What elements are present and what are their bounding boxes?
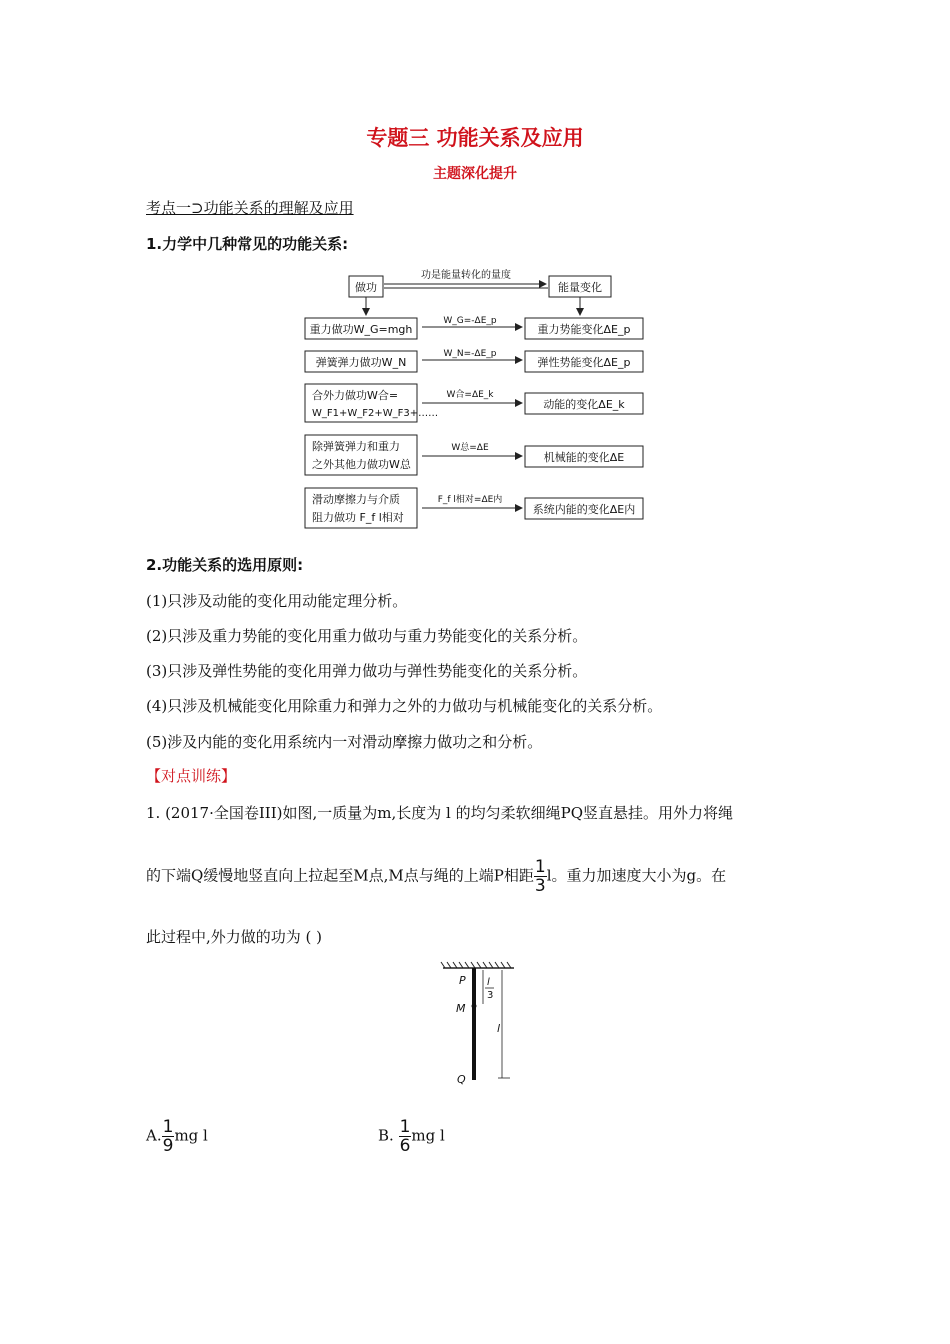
ceiling-hatch xyxy=(441,962,511,968)
rope-figure xyxy=(440,960,530,1090)
diagram-box-work-label: 做功 xyxy=(355,281,377,294)
option-a xyxy=(146,1118,208,1155)
problem-line-3: 此过程中,外力做的功为 ( ) xyxy=(146,928,323,946)
label-p: P xyxy=(459,974,466,987)
diagram-row1-left: 重力做功W_G=mgh xyxy=(309,323,413,336)
problem-line-2 xyxy=(146,858,726,895)
rule-3: (3)只涉及弹性势能的变化用弹力做功与弹性势能变化的关系分析。 xyxy=(146,662,588,680)
diagram-row2-right: 弹性势能变化ΔE_p xyxy=(537,356,631,369)
diagram-row1-right: 重力势能变化ΔE_p xyxy=(537,323,631,336)
option-b-text: mg l xyxy=(411,1126,445,1145)
diagram-top-arrow-label: 功是能量转化的量度 xyxy=(421,270,511,281)
diagram-row3-arrow-label: W合=ΔE_k xyxy=(446,390,494,400)
fraction-one-third: $\frac{1}{3}$ xyxy=(534,857,546,896)
diagram-row5-left-1: 滑动摩擦力与介质 xyxy=(312,493,400,506)
section-1-heading: 1.力学中几种常见的功能关系: xyxy=(146,235,349,253)
diagram-row4-arrow-label: W总=ΔE xyxy=(451,443,489,453)
diagram-row2-arrow-label: W_N=-ΔE_p xyxy=(443,349,497,359)
diagram-row3-right: 动能的变化ΔE_k xyxy=(543,398,625,411)
diagram-row3-left-1: 合外力做功W合= xyxy=(312,389,399,402)
rule-1: (1)只涉及动能的变化用动能定理分析。 xyxy=(146,592,408,610)
option-b-fraction: $\frac{1}{6}$ xyxy=(399,1117,411,1156)
label-l: l xyxy=(497,1022,501,1035)
label-q: Q xyxy=(457,1073,466,1086)
section-2-heading: 2.功能关系的选用原则: xyxy=(146,556,304,574)
topic-heading: 考点一⊃功能关系的理解及应用 xyxy=(146,199,354,217)
rule-5: (5)涉及内能的变化用系统内一对滑动摩擦力做功之和分析。 xyxy=(146,733,543,751)
option-a-label: A. xyxy=(146,1126,162,1145)
page-title: 专题三 功能关系及应用 xyxy=(366,126,584,150)
diagram-row3-left-2: W_F1+W_F2+W_F3+…… xyxy=(312,408,439,419)
label-l3-den: 3 xyxy=(487,990,494,1001)
option-b xyxy=(378,1118,445,1155)
diagram-row1-arrow-label: W_G=-ΔE_p xyxy=(443,316,497,326)
function-energy-diagram xyxy=(300,265,652,533)
diagram-row4-right: 机械能的变化ΔE xyxy=(543,451,625,464)
rule-4: (4)只涉及机械能变化用除重力和弹力之外的力做功与机械能变化的关系分析。 xyxy=(146,697,663,715)
training-heading: 【对点训练】 xyxy=(146,767,237,785)
page-subtitle: 主题深化提升 xyxy=(433,166,517,182)
diagram-row5-left-2: 阻力做功 F_f l相对 xyxy=(312,511,404,524)
option-b-label: B. xyxy=(378,1126,394,1145)
diagram-row2-left: 弹簧弹力做功W_N xyxy=(315,356,407,369)
diagram-row4-left-1: 除弹簧弹力和重力 xyxy=(312,440,400,453)
option-a-text: mg l xyxy=(174,1126,208,1145)
label-m: M xyxy=(456,1002,466,1015)
diagram-row5-right: 系统内能的变化ΔE内 xyxy=(532,503,636,516)
label-l3-num: l xyxy=(487,977,490,988)
point-m xyxy=(472,1004,477,1009)
rule-2: (2)只涉及重力势能的变化用重力做功与重力势能变化的关系分析。 xyxy=(146,627,588,645)
diagram-row5-arrow-label: F_f l相对=ΔE内 xyxy=(437,495,503,505)
diagram-row4-left-2: 之外其他力做功W总 xyxy=(312,458,411,471)
option-a-fraction: $\frac{1}{9}$ xyxy=(162,1117,174,1156)
problem-line-1: 1. (2017·全国卷III)如图,一质量为m,长度为 l 的均匀柔软细绳PQ竖直悬挂。用外力将绳 xyxy=(146,804,733,822)
problem-line-2-a: 的下端Q缓慢地竖直向上拉起至M点,M点与绳的上端P相距 xyxy=(146,866,534,885)
problem-line-2-b: l。重力加速度大小为g。在 xyxy=(546,866,727,885)
diagram-box-energy-change-label: 能量变化 xyxy=(558,281,602,294)
